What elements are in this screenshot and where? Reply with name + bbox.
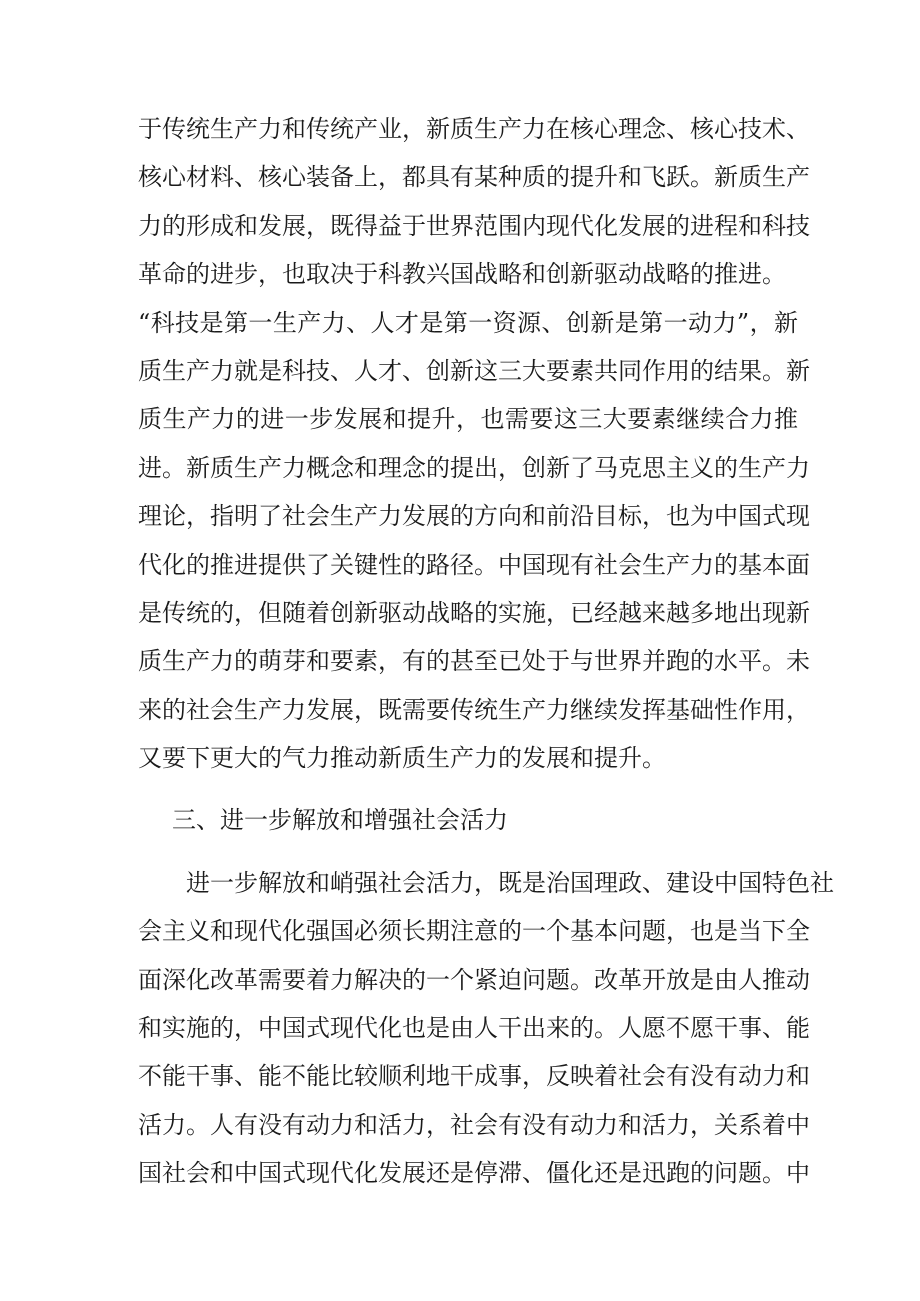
paragraph-line: 代化的推进提供了关键性的路径。中国现有社会生产力的基本面 (138, 550, 810, 579)
paragraph-1 (138, 105, 810, 782)
paragraph-2 (138, 859, 834, 1198)
paragraph-line: 理论，指明了社会生产力发展的方向和前沿目标，也为中国式现 (138, 502, 810, 531)
paragraph-line: 质生产力的进一步发展和提升，也需要这三大要素继续合力推 (138, 405, 798, 434)
paragraph-line: 不能干事、能不能比较顺利地干成事，反映着社会有没有动力和 (138, 1062, 810, 1091)
paragraph-line: 会主义和现代化强国必须长期注意的一个基本问题，也是当下全 (138, 917, 810, 946)
section-heading: 三、进一步解放和增强社会活力 (172, 806, 508, 835)
paragraph-line: 质生产力就是科技、人才、创新这三大要素共同作用的结果。新 (138, 356, 810, 385)
paragraph-line: “科技是第一生产力、人才是第一资源、创新是第一动力”，新 (138, 308, 798, 337)
paragraph-line: 面深化改革需要着力解决的一个紧迫问题。改革开放是由人推动 (138, 965, 810, 994)
paragraph-line: 于传统生产力和传统产业，新质生产力在核心理念、核心技术、 (138, 115, 810, 143)
paragraph-line: 和实施的，中国式现代化也是由人干出来的。人愿不愿干事、能 (138, 1014, 810, 1043)
paragraph-line: 力的形成和发展，既得益于世界范围内现代化发展的进程和科技 (138, 211, 810, 240)
paragraph-line: 革命的进步，也取决于科教兴国战略和创新驱动战略的推进。 (138, 260, 786, 289)
paragraph-line: 核心材料、核心装备上，都具有某种质的提升和飞跃。新质生产 (138, 163, 810, 192)
paragraph-line: 进一步解放和峭强社会活力，既是治国理政、建设中国特色社 (186, 868, 834, 897)
paragraph-line: 国社会和中国式现代化发展还是停滞、僵化还是迅跑的问题。中 (138, 1159, 810, 1188)
paragraph-line: 进。新质生产力概念和理念的提出，创新了马克思主义的生产力 (138, 453, 810, 482)
paragraph-line: 质生产力的萌芽和要素，有的甚至已处于与世界并跑的水平。未 (138, 647, 810, 676)
document-body (138, 105, 834, 1198)
paragraph-line: 又要下更大的气力推动新质生产力的发展和提升。 (138, 744, 666, 773)
paragraph-line: 来的社会生产力发展，既需要传统生产力继续发挥基础性作用， (138, 695, 810, 724)
paragraph-line: 活力。人有没有动力和活力，社会有没有动力和活力，关系着中 (138, 1110, 810, 1139)
paragraph-line: 是传统的，但随着创新驱动战略的实施，已经越来越多地出现新 (138, 598, 810, 627)
